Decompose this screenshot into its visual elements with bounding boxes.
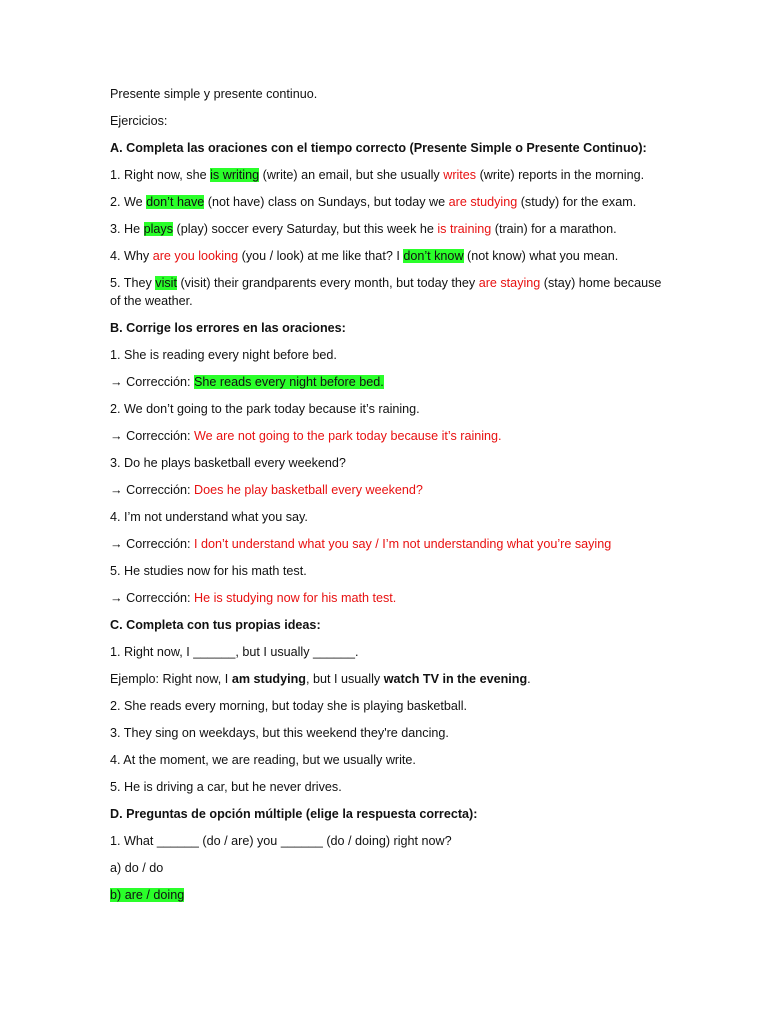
section-a-item: 2. We don’t have (not have) class on Sundays, but today we are studying (study) for the exam. (110, 195, 637, 209)
section-c-line: 5. He is driving a car, but he never drives. (110, 779, 342, 794)
document-body (110, 86, 670, 914)
section-b-correction: → Corrección: I don’t understand what you say / I’m not understanding what you’re saying (110, 536, 612, 551)
option-b (110, 887, 670, 905)
correction-red: I don’t understand what you say / I’m not understanding what you’re saying (193, 536, 612, 551)
section-b-sentence: 1. She is reading every night before bed. (110, 347, 337, 362)
answer-red: are you looking (152, 249, 239, 263)
section-a-heading: A. Completa las oraciones con el tiempo correcto (Presente Simple o Presente Continuo): (110, 141, 647, 155)
section-a-item: 5. They visit (visit) their grandparents every month, but today they are staying (stay) home because of the weather. (110, 276, 662, 308)
section-b-sentence: 2. We don’t going to the park today because it’s raining. (110, 401, 420, 416)
correction-highlight: She reads every night before bed. (193, 374, 384, 389)
section-b-correction: → Corrección: He is studying now for his math test. (110, 590, 397, 605)
correct-option-highlight: b) are / doing (110, 887, 185, 902)
correction-red: We are not going to the park today because it’s raining. (193, 428, 502, 443)
answer-red: writes (443, 168, 477, 182)
answer-red: are studying (448, 195, 518, 209)
section-c-heading: C. Completa con tus propias ideas: (110, 617, 321, 632)
answer-red: is training (437, 222, 492, 236)
correction-red: Does he play basketball every weekend? (193, 482, 423, 497)
section-c-example: Ejemplo: Right now, I am studying, but I usually watch TV in the evening. (110, 671, 531, 686)
section-a-item: 1. Right now, she is writing (write) an email, but she usually writes (write) reports in the morning. (110, 168, 645, 182)
section-c-line: 2. She reads every morning, but today she is playing basketball. (110, 698, 468, 713)
answer-red: are staying (478, 276, 541, 290)
section-b-heading: B. Corrige los errores en las oraciones: (110, 320, 346, 335)
section-c-line: 4. At the moment, we are reading, but we usually write. (110, 752, 416, 767)
answer-highlight: is writing (210, 168, 260, 182)
answer-highlight: don’t have (146, 195, 205, 209)
document-title: Presente simple y presente continuo. (110, 87, 318, 101)
section-a-item: 4. Why are you looking (you / look) at me like that? I don’t know (not know) what you mean. (110, 249, 619, 263)
section-b-sentence: 5. He studies now for his math test. (110, 563, 307, 578)
answer-highlight: plays (143, 222, 174, 236)
section-c-line: 3. They sing on weekdays, but this weekend they're dancing. (110, 725, 449, 740)
option-a: a) do / do (110, 860, 164, 875)
section-a-item: 3. He plays (play) soccer every Saturday, but this week he is training (train) for a marathon. (110, 222, 617, 236)
section-b-sentence: 3. Do he plays basketball every weekend? (110, 455, 346, 470)
section-d-heading: D. Preguntas de opción múltiple (elige la respuesta correcta): (110, 806, 478, 821)
section-d-question: 1. What ______ (do / are) you ______ (do / doing) right now? (110, 833, 452, 848)
exercises-label: Ejercicios: (110, 114, 168, 128)
section-b-correction: → Corrección: Does he play basketball every weekend? (110, 482, 423, 497)
answer-highlight: don’t know (403, 249, 464, 263)
correction-red: He is studying now for his math test. (193, 590, 397, 605)
section-b-correction: → Corrección: She reads every night before bed. (110, 374, 384, 389)
section-b-sentence: 4. I’m not understand what you say. (110, 509, 308, 524)
section-c-line: 1. Right now, I ______, but I usually ______. (110, 644, 359, 659)
section-b-correction: → Corrección: We are not going to the park today because it’s raining. (110, 428, 502, 443)
answer-highlight: visit (155, 276, 177, 290)
